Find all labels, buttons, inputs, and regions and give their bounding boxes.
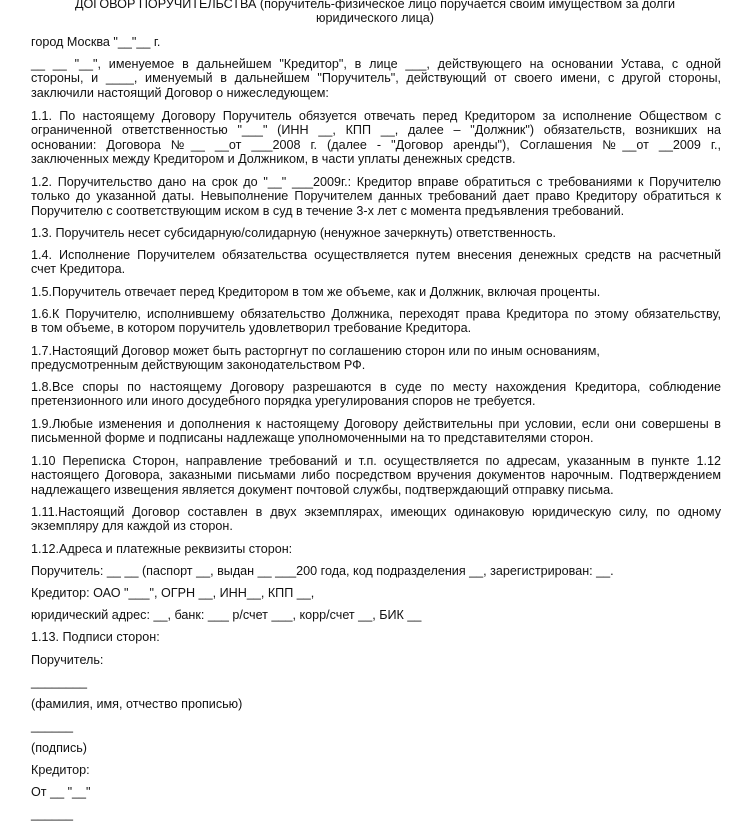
clause-1-4: [31, 248, 721, 277]
text-line: 1.7.Настоящий Договор может быть расторгнут по соглашению сторон или по иным основаниям,: [31, 344, 600, 358]
sign-line: ______: [31, 807, 74, 821]
guarantor-requisites: Поручитель: __ __ (паспорт __, выдан __ ___200 года, код подразделения __, зарегистрирован: __.: [31, 564, 614, 578]
signatures-heading: 1.13. Подписи сторон:: [31, 630, 160, 644]
creditor-requisites: Кредитор: ОАО "___", ОГРН __, ИНН__, КПП __,: [31, 586, 315, 600]
clause-1-11: [31, 505, 721, 534]
text-line: основании: Договора №__ __от ___2008 г. (далее - "Договор аренды"), Соглашения №__от __2009 г.,: [31, 137, 721, 152]
city-date-line: город Москва "__"__ г.: [31, 35, 161, 49]
requisites-heading: 1.12.Адреса и платежные реквизиты сторон:: [31, 542, 293, 556]
text-line: письменной форме и подписаны надлежаще уполномоченными на то представителями сторон.: [31, 431, 594, 446]
clause-1-7: [31, 344, 721, 373]
creditor-from-line: От __ "__": [31, 785, 91, 799]
sign-line: ________: [31, 675, 88, 689]
text-line: 1.5.Поручитель отвечает перед Кредитором в том же объеме, как и Должник, включая проценты.: [31, 285, 601, 299]
title-line: ДОГОВОР ПОРУЧИТЕЛЬСТВА (поручитель-физическое лицо поручается своим имуществом за долги: [74, 0, 676, 11]
text-line: ограниченной ответственностью "___" (ИНН __, КПП __, далее – "Должник") обязательств, возникших на: [31, 123, 721, 138]
text-line: 1.8.Все споры по настоящему Договору разрешаются в суде по месту нахождения Кредитора, соблюдение: [31, 380, 721, 394]
text-line: 1.1. По настоящему Договору Поручитель обязуется отвечать перед Кредитором за исполнение Обществом с: [31, 109, 721, 123]
text-line: 1.6.К Поручителю, исполнившему обязательство Должника, переходят права Кредитора по этому обязательству,: [31, 307, 721, 321]
fio-hint: (фамилия, имя, отчество прописью): [31, 697, 243, 711]
text-line: надлежащего извещения является документ почтовой службы, подтверждающий отправку письма.: [31, 482, 614, 497]
clause-1-8: [31, 380, 721, 409]
title-line: юридического лица): [316, 11, 434, 26]
text-line: __ __ "__", именуемое в дальнейшем "Кредитор", в лице ___, действующего на основании Устава, с одной: [31, 57, 721, 71]
clause-1-6: [31, 307, 721, 336]
text-line: 1.3. Поручитель несет субсидарную/солидарную (ненужное зачеркнуть) ответственность.: [31, 226, 557, 240]
text-line: 1.2. Поручительство дано на срок до "__" ___2009г.: Кредитор вправе обратиться с требованиями к Поручителю: [31, 175, 721, 189]
clause-1-9: [31, 417, 721, 446]
preamble: [31, 57, 721, 100]
text-line: только до указанной даты. Невыполнение Поручителем данных требований дает право Кредитору обратиться к: [31, 189, 721, 204]
sign-line: ______: [31, 719, 74, 733]
text-line: счет Кредитора.: [31, 262, 126, 277]
text-line: 1.10 Переписка Сторон, направление требований и т.п. осуществляется по адресам, указанным в пункте 1.12: [31, 454, 721, 468]
creditor-sign-label: Кредитор:: [31, 763, 90, 777]
text-line: экземпляру для каждой из сторон.: [31, 519, 233, 534]
clause-1-10: [31, 454, 721, 497]
clause-1-1: [31, 109, 721, 166]
text-line: претензионного или иного досудебного порядка урегулирования споров не требуется.: [31, 394, 536, 409]
text-line: настоящего Договора, заказными письмами либо посредством вручения документов нарочным. Подтверждением: [31, 468, 721, 483]
text-line: в том объеме, в котором поручитель удовлетворил требование Кредитора.: [31, 321, 472, 336]
text-line: 1.9.Любые изменения и дополнения к настоящему Договору действительны при условии, если они совершены в: [31, 417, 721, 431]
text-line: заключили настоящий Договор о нижеследующем:: [31, 85, 329, 100]
document-title: [40, 0, 710, 26]
creditor-address: юридический адрес: __, банк: ___ р/счет ___, корр/счет __, БИК __: [31, 608, 422, 622]
text-line: предусмотренным действующим законодательством РФ.: [31, 358, 366, 373]
text-line: заключенных между Кредитором и Должником, в части уплаты денежных средств.: [31, 151, 516, 166]
clause-1-3: [31, 226, 721, 240]
clause-1-2: [31, 175, 721, 218]
text-line: Поручителю с соответствующим иском в суд в течение 3-х лет с момента предъявления требований.: [31, 203, 625, 218]
text-line: 1.11.Настоящий Договор составлен в двух экземплярах, имеющих одинаковую юридическую силу, по одному: [31, 505, 721, 519]
guarantor-sign-label: Поручитель:: [31, 653, 104, 667]
text-line: 1.4. Исполнение Поручителем обязательства осуществляется путем внесения денежных средств на расчетный: [31, 248, 721, 262]
text-line: стороны, и ____, именуемый в дальнейшем "Поручитель", действующий от своего имени, с другой стороны,: [31, 71, 721, 86]
signature-hint: (подпись): [31, 741, 87, 755]
clause-1-5: [31, 285, 721, 299]
